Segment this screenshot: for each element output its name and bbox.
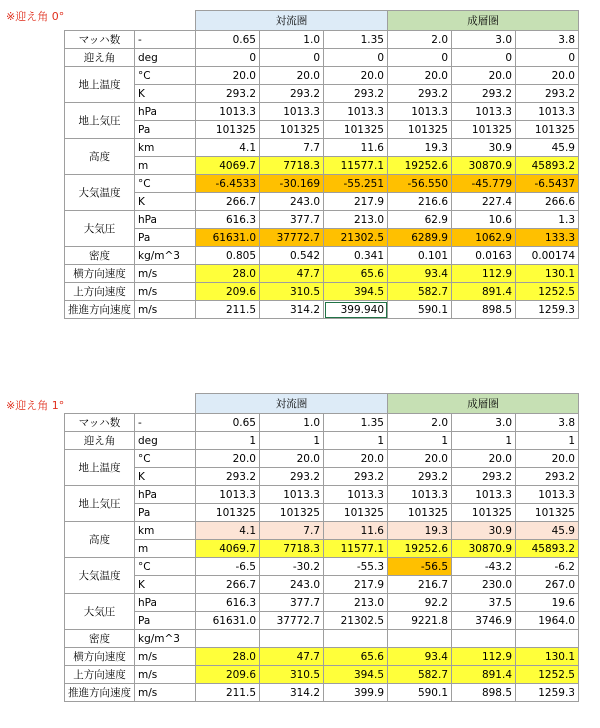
value-cell[interactable]: 20.0 [196, 67, 260, 85]
value-cell[interactable]: 293.2 [260, 468, 324, 486]
row-label-cell[interactable]: 地上温度 [65, 450, 135, 486]
value-cell[interactable]: 3.8 [516, 31, 579, 49]
unit-cell[interactable]: Pa [135, 229, 196, 247]
value-cell[interactable]: 1964.0 [516, 612, 579, 630]
value-cell[interactable]: 7.7 [260, 139, 324, 157]
value-cell[interactable]: 293.2 [196, 85, 260, 103]
value-cell[interactable]: 101325 [196, 504, 260, 522]
value-cell[interactable]: 4.1 [196, 522, 260, 540]
value-cell[interactable]: 7718.3 [260, 157, 324, 175]
value-cell[interactable]: 1.0 [260, 31, 324, 49]
value-cell[interactable]: 11.6 [324, 139, 388, 157]
value-cell[interactable]: 20.0 [452, 450, 516, 468]
value-cell[interactable]: 211.5 [196, 684, 260, 702]
value-cell[interactable]: 20.0 [260, 67, 324, 85]
value-cell[interactable]: 217.9 [324, 576, 388, 594]
unit-cell[interactable]: °C [135, 67, 196, 85]
value-cell[interactable]: 1 [260, 432, 324, 450]
row-label-cell[interactable]: 上方向速度 [65, 666, 135, 684]
value-cell[interactable]: 891.4 [452, 666, 516, 684]
value-cell[interactable]: 0 [388, 49, 452, 67]
value-cell[interactable]: 101325 [452, 121, 516, 139]
unit-cell[interactable]: km [135, 522, 196, 540]
value-cell[interactable]: 377.7 [260, 211, 324, 229]
value-cell[interactable]: 37772.7 [260, 612, 324, 630]
table-row [65, 85, 579, 103]
value-cell[interactable]: 1013.3 [260, 103, 324, 121]
value-cell[interactable]: 1013.3 [260, 486, 324, 504]
table-row [65, 121, 579, 139]
value-cell[interactable] [452, 630, 516, 648]
unit-cell[interactable]: K [135, 468, 196, 486]
value-cell[interactable] [324, 630, 388, 648]
value-cell[interactable]: 20.0 [196, 450, 260, 468]
value-cell[interactable]: -6.2 [516, 558, 579, 576]
value-cell[interactable]: 19252.6 [388, 540, 452, 558]
value-cell[interactable]: 1013.3 [388, 486, 452, 504]
table-row [65, 468, 579, 486]
value-cell[interactable]: 266.7 [196, 193, 260, 211]
value-cell[interactable]: -55.3 [324, 558, 388, 576]
value-cell[interactable]: 3.0 [452, 414, 516, 432]
value-cell[interactable]: 293.2 [388, 85, 452, 103]
value-cell[interactable]: 293.2 [260, 85, 324, 103]
value-cell[interactable]: 61631.0 [196, 229, 260, 247]
value-cell[interactable]: 19.3 [388, 139, 452, 157]
value-cell[interactable]: -43.2 [452, 558, 516, 576]
unit-cell[interactable]: m/s [135, 265, 196, 283]
value-cell[interactable]: 20.0 [324, 67, 388, 85]
value-cell[interactable]: 230.0 [452, 576, 516, 594]
value-cell[interactable]: 1 [196, 432, 260, 450]
unit-cell[interactable]: m/s [135, 648, 196, 666]
value-cell[interactable]: 399.9 [324, 684, 388, 702]
value-cell[interactable]: 6289.9 [388, 229, 452, 247]
value-cell[interactable]: 1252.5 [516, 666, 579, 684]
table-row [65, 103, 579, 121]
table-row [65, 139, 579, 157]
unit-cell[interactable]: Pa [135, 504, 196, 522]
value-cell[interactable]: 0.65 [196, 31, 260, 49]
value-cell[interactable]: 20.0 [516, 67, 579, 85]
value-cell[interactable]: 0 [196, 49, 260, 67]
table-row [65, 432, 579, 450]
value-cell[interactable]: 7718.3 [260, 540, 324, 558]
value-cell[interactable]: 1252.5 [516, 283, 579, 301]
unit-cell[interactable]: m/s [135, 283, 196, 301]
value-cell[interactable]: 45893.2 [516, 157, 579, 175]
value-cell[interactable]: 0.101 [388, 247, 452, 265]
unit-cell[interactable]: K [135, 85, 196, 103]
row-label-cell[interactable]: 大気圧 [65, 211, 135, 247]
value-cell[interactable]: 1013.3 [516, 486, 579, 504]
value-cell[interactable]: 314.2 [260, 684, 324, 702]
table-row [65, 301, 579, 319]
value-cell[interactable]: 0.341 [324, 247, 388, 265]
value-cell[interactable]: 1.3 [516, 211, 579, 229]
value-cell[interactable]: 293.2 [388, 468, 452, 486]
value-cell[interactable]: 1013.3 [196, 103, 260, 121]
row-label-cell[interactable]: 高度 [65, 139, 135, 175]
value-cell[interactable]: 101325 [516, 121, 579, 139]
value-cell[interactable]: -6.5 [196, 558, 260, 576]
table-row [65, 49, 579, 67]
table-row [65, 193, 579, 211]
value-cell[interactable]: 20.0 [388, 67, 452, 85]
value-cell[interactable]: 45.9 [516, 139, 579, 157]
row-label-cell[interactable]: 大気温度 [65, 175, 135, 211]
value-cell[interactable]: 310.5 [260, 666, 324, 684]
aoa-1-table [64, 393, 579, 702]
value-cell[interactable]: 112.9 [452, 265, 516, 283]
value-cell[interactable]: 314.2 [260, 301, 324, 319]
value-cell[interactable]: 3746.9 [452, 612, 516, 630]
value-cell[interactable]: 130.1 [516, 648, 579, 666]
value-cell[interactable] [196, 630, 260, 648]
value-cell[interactable]: 211.5 [196, 301, 260, 319]
table-row [65, 450, 579, 468]
value-cell[interactable]: 1013.3 [388, 103, 452, 121]
value-cell[interactable]: 37772.7 [260, 229, 324, 247]
value-cell[interactable]: 2.0 [388, 31, 452, 49]
value-cell[interactable]: 1 [516, 432, 579, 450]
value-cell[interactable]: 209.6 [196, 666, 260, 684]
table-row [65, 666, 579, 684]
value-cell[interactable]: 293.2 [452, 468, 516, 486]
value-cell[interactable]: 1013.3 [452, 103, 516, 121]
value-cell[interactable]: 10.6 [452, 211, 516, 229]
row-label-cell[interactable]: 迎え角 [65, 432, 135, 450]
value-cell[interactable]: 4069.7 [196, 540, 260, 558]
value-cell[interactable]: 21302.5 [324, 612, 388, 630]
table-row [65, 576, 579, 594]
unit-cell[interactable]: °C [135, 450, 196, 468]
row-label-cell[interactable]: 大気圧 [65, 594, 135, 630]
value-cell[interactable]: 217.9 [324, 193, 388, 211]
value-cell[interactable]: 3.8 [516, 414, 579, 432]
value-cell[interactable]: 898.5 [452, 301, 516, 319]
table-row [65, 540, 579, 558]
unit-cell[interactable]: K [135, 576, 196, 594]
value-cell[interactable]: 1 [388, 432, 452, 450]
value-cell[interactable]: 216.7 [388, 576, 452, 594]
value-cell[interactable]: 0.00174 [516, 247, 579, 265]
value-cell[interactable]: 101325 [324, 121, 388, 139]
value-cell[interactable]: 1.35 [324, 31, 388, 49]
value-cell[interactable]: 47.7 [260, 265, 324, 283]
unit-cell[interactable]: - [135, 31, 196, 49]
value-cell[interactable]: 0 [516, 49, 579, 67]
value-cell[interactable]: 1.0 [260, 414, 324, 432]
value-cell[interactable]: 1013.3 [196, 486, 260, 504]
row-label-cell[interactable]: 地上温度 [65, 67, 135, 103]
value-cell[interactable]: 293.2 [516, 468, 579, 486]
unit-cell[interactable]: hPa [135, 486, 196, 504]
value-cell[interactable]: 20.0 [260, 450, 324, 468]
value-cell[interactable] [260, 630, 324, 648]
value-cell[interactable]: 93.4 [388, 265, 452, 283]
value-cell[interactable]: 20.0 [516, 450, 579, 468]
group-header-row [65, 11, 579, 31]
row-label-cell[interactable]: 横方向速度 [65, 648, 135, 666]
table-row [65, 247, 579, 265]
value-cell[interactable]: 19252.6 [388, 157, 452, 175]
value-cell[interactable]: 9221.8 [388, 612, 452, 630]
table-row [65, 558, 579, 576]
value-cell[interactable] [516, 630, 579, 648]
value-cell[interactable]: 20.0 [388, 450, 452, 468]
table-row [65, 31, 579, 49]
value-cell[interactable]: 20.0 [324, 450, 388, 468]
value-cell[interactable]: 898.5 [452, 684, 516, 702]
value-cell[interactable]: 133.3 [516, 229, 579, 247]
value-cell[interactable]: -6.4533 [196, 175, 260, 193]
value-cell[interactable]: 130.1 [516, 265, 579, 283]
unit-cell[interactable]: hPa [135, 594, 196, 612]
row-label-cell[interactable]: 密度 [65, 630, 135, 648]
value-cell[interactable]: 30870.9 [452, 157, 516, 175]
value-cell[interactable]: 11.6 [324, 522, 388, 540]
value-cell[interactable]: 61631.0 [196, 612, 260, 630]
row-label-cell[interactable]: 迎え角 [65, 49, 135, 67]
aoa-0-table [64, 10, 579, 319]
value-cell[interactable]: 293.2 [324, 85, 388, 103]
unit-cell[interactable]: m/s [135, 666, 196, 684]
group-header-row [65, 394, 579, 414]
value-cell[interactable]: 7.7 [260, 522, 324, 540]
table-row [65, 265, 579, 283]
value-cell[interactable]: 243.0 [260, 576, 324, 594]
value-cell[interactable]: 37.5 [452, 594, 516, 612]
value-cell[interactable]: 1 [452, 432, 516, 450]
value-cell[interactable]: -30.2 [260, 558, 324, 576]
value-cell[interactable]: 101325 [452, 504, 516, 522]
stratosphere-header[interactable]: 成層圏 [388, 394, 579, 414]
value-cell[interactable]: 11577.1 [324, 157, 388, 175]
table-row [65, 504, 579, 522]
unit-cell[interactable]: deg [135, 432, 196, 450]
unit-cell[interactable]: Pa [135, 612, 196, 630]
value-cell[interactable]: 1259.3 [516, 684, 579, 702]
value-cell[interactable]: 891.4 [452, 283, 516, 301]
value-cell[interactable]: 293.2 [452, 85, 516, 103]
value-cell[interactable]: 399.940 [324, 301, 388, 319]
value-cell[interactable]: 0.542 [260, 247, 324, 265]
value-cell[interactable]: 20.0 [452, 67, 516, 85]
unit-cell[interactable]: K [135, 193, 196, 211]
value-cell[interactable]: 582.7 [388, 283, 452, 301]
value-cell[interactable]: -55.251 [324, 175, 388, 193]
unit-cell[interactable]: m [135, 157, 196, 175]
unit-cell[interactable]: hPa [135, 211, 196, 229]
value-cell[interactable] [388, 630, 452, 648]
table-row [65, 522, 579, 540]
value-cell[interactable]: 1013.3 [516, 103, 579, 121]
table-row [65, 630, 579, 648]
value-cell[interactable]: 590.1 [388, 301, 452, 319]
unit-cell[interactable]: °C [135, 175, 196, 193]
value-cell[interactable]: 394.5 [324, 666, 388, 684]
unit-cell[interactable]: m/s [135, 301, 196, 319]
value-cell[interactable]: 0 [452, 49, 516, 67]
table-row [65, 594, 579, 612]
value-cell[interactable]: 28.0 [196, 648, 260, 666]
value-cell[interactable]: 101325 [260, 504, 324, 522]
value-cell[interactable]: 216.6 [388, 193, 452, 211]
table-row [65, 612, 579, 630]
value-cell[interactable]: 213.0 [324, 211, 388, 229]
value-cell[interactable]: 30.9 [452, 522, 516, 540]
unit-cell[interactable]: km [135, 139, 196, 157]
value-cell[interactable]: 19.3 [388, 522, 452, 540]
value-cell[interactable]: 1 [324, 432, 388, 450]
table-row [65, 229, 579, 247]
value-cell[interactable]: 101325 [260, 121, 324, 139]
unit-cell[interactable]: °C [135, 558, 196, 576]
value-cell[interactable]: 310.5 [260, 283, 324, 301]
value-cell[interactable]: 616.3 [196, 211, 260, 229]
value-cell[interactable]: 45893.2 [516, 540, 579, 558]
value-cell[interactable]: 30.9 [452, 139, 516, 157]
value-cell[interactable]: 293.2 [516, 85, 579, 103]
row-label-cell[interactable]: 上方向速度 [65, 283, 135, 301]
unit-cell[interactable]: Pa [135, 121, 196, 139]
value-cell[interactable]: 4.1 [196, 139, 260, 157]
unit-cell[interactable]: - [135, 414, 196, 432]
value-cell[interactable]: 101325 [388, 121, 452, 139]
row-label-cell[interactable]: 密度 [65, 247, 135, 265]
value-cell[interactable]: 293.2 [196, 468, 260, 486]
value-cell[interactable]: 30870.9 [452, 540, 516, 558]
table-row [65, 684, 579, 702]
row-label-cell[interactable]: 推進方向速度 [65, 684, 135, 702]
value-cell[interactable]: 47.7 [260, 648, 324, 666]
row-label-cell[interactable]: マッハ数 [65, 31, 135, 49]
value-cell[interactable]: 0 [324, 49, 388, 67]
value-cell[interactable]: -45.779 [452, 175, 516, 193]
value-cell[interactable]: 101325 [324, 504, 388, 522]
value-cell[interactable]: 45.9 [516, 522, 579, 540]
value-cell[interactable]: 0.65 [196, 414, 260, 432]
value-cell[interactable]: 21302.5 [324, 229, 388, 247]
section-note-aoa-0: ※迎え角 0° [6, 10, 65, 23]
value-cell[interactable]: 19.6 [516, 594, 579, 612]
value-cell[interactable]: 92.2 [388, 594, 452, 612]
table-row [65, 648, 579, 666]
table-row [65, 175, 579, 193]
value-cell[interactable]: 266.7 [196, 576, 260, 594]
value-cell[interactable]: 11577.1 [324, 540, 388, 558]
section-note-aoa-1: ※迎え角 1° [6, 399, 65, 412]
unit-cell[interactable]: kg/m^3 [135, 247, 196, 265]
table-row [65, 211, 579, 229]
value-cell[interactable]: -56.550 [388, 175, 452, 193]
row-label-cell[interactable]: 推進方向速度 [65, 301, 135, 319]
value-cell[interactable]: 590.1 [388, 684, 452, 702]
value-cell[interactable]: 1013.3 [324, 486, 388, 504]
row-label-cell[interactable]: 地上気圧 [65, 103, 135, 139]
unit-cell[interactable]: kg/m^3 [135, 630, 196, 648]
row-label-cell[interactable]: 高度 [65, 522, 135, 558]
value-cell[interactable]: -30.169 [260, 175, 324, 193]
unit-cell[interactable]: m [135, 540, 196, 558]
table-row [65, 67, 579, 85]
value-cell[interactable]: 101325 [196, 121, 260, 139]
value-cell[interactable]: 1013.3 [324, 103, 388, 121]
value-cell[interactable]: 616.3 [196, 594, 260, 612]
value-cell[interactable]: 28.0 [196, 265, 260, 283]
value-cell[interactable]: 1.35 [324, 414, 388, 432]
value-cell[interactable]: 4069.7 [196, 157, 260, 175]
value-cell[interactable]: 293.2 [324, 468, 388, 486]
unit-cell[interactable]: deg [135, 49, 196, 67]
row-label-cell[interactable]: マッハ数 [65, 414, 135, 432]
value-cell[interactable]: 582.7 [388, 666, 452, 684]
value-cell[interactable]: 0 [260, 49, 324, 67]
value-cell[interactable]: 1013.3 [452, 486, 516, 504]
value-cell[interactable]: 266.6 [516, 193, 579, 211]
table-row [65, 283, 579, 301]
value-cell[interactable]: 101325 [516, 504, 579, 522]
table-row [65, 157, 579, 175]
value-cell[interactable]: 1259.3 [516, 301, 579, 319]
row-label-cell[interactable]: 大気温度 [65, 558, 135, 594]
value-cell[interactable]: 0.0163 [452, 247, 516, 265]
unit-cell[interactable]: hPa [135, 103, 196, 121]
value-cell[interactable]: 243.0 [260, 193, 324, 211]
value-cell[interactable]: 112.9 [452, 648, 516, 666]
value-cell[interactable]: 394.5 [324, 283, 388, 301]
value-cell[interactable]: 1062.9 [452, 229, 516, 247]
value-cell[interactable]: 377.7 [260, 594, 324, 612]
value-cell[interactable]: 101325 [388, 504, 452, 522]
value-cell[interactable]: 2.0 [388, 414, 452, 432]
value-cell[interactable]: 3.0 [452, 31, 516, 49]
value-cell[interactable]: -56.5 [388, 558, 452, 576]
troposphere-header[interactable]: 対流圏 [196, 11, 388, 31]
troposphere-header[interactable]: 対流圏 [196, 394, 388, 414]
stratosphere-header[interactable]: 成層圏 [388, 11, 579, 31]
value-cell[interactable]: 267.0 [516, 576, 579, 594]
value-cell[interactable]: 65.6 [324, 265, 388, 283]
value-cell[interactable]: 62.9 [388, 211, 452, 229]
value-cell[interactable]: 65.6 [324, 648, 388, 666]
unit-cell[interactable]: m/s [135, 684, 196, 702]
row-label-cell[interactable]: 横方向速度 [65, 265, 135, 283]
table-row [65, 486, 579, 504]
value-cell[interactable]: 213.0 [324, 594, 388, 612]
value-cell[interactable]: 93.4 [388, 648, 452, 666]
row-label-cell[interactable]: 地上気圧 [65, 486, 135, 522]
value-cell[interactable]: -6.5437 [516, 175, 579, 193]
table-row [65, 414, 579, 432]
value-cell[interactable]: 227.4 [452, 193, 516, 211]
value-cell[interactable]: 209.6 [196, 283, 260, 301]
value-cell[interactable]: 0.805 [196, 247, 260, 265]
